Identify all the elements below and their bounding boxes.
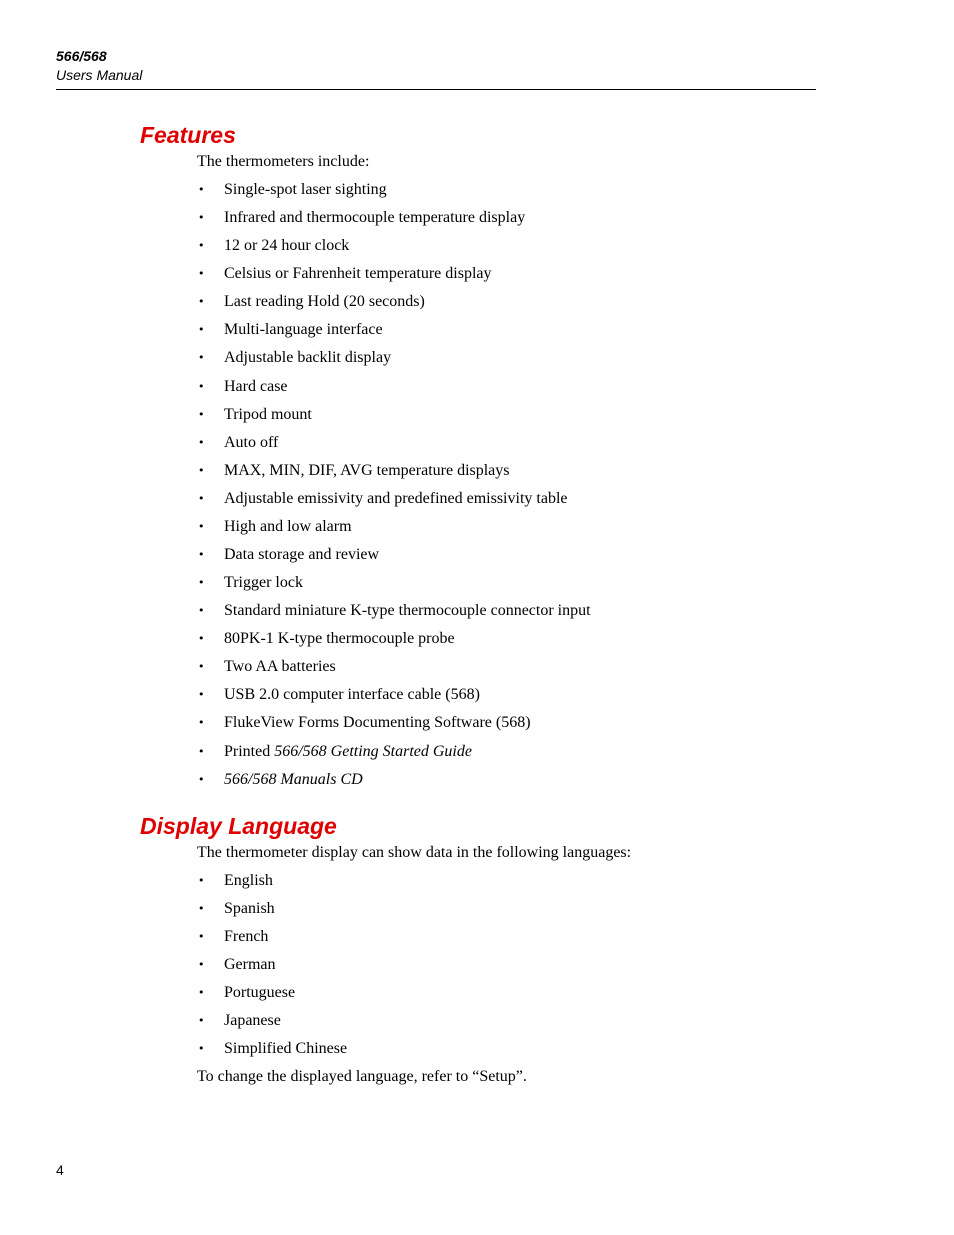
list-item-text: Multi-language interface xyxy=(224,321,383,339)
list-item xyxy=(197,373,591,401)
list-item xyxy=(197,597,591,625)
list-item xyxy=(197,895,347,923)
language-name: English xyxy=(224,872,273,889)
bullet-icon: • xyxy=(198,902,205,915)
list-item xyxy=(197,951,347,979)
list-item-text: Single-spot laser sighting xyxy=(224,181,387,198)
bullet-icon: • xyxy=(198,632,205,646)
bullet-icon: • xyxy=(198,548,205,562)
list-item xyxy=(197,1035,347,1063)
bullet-icon: • xyxy=(198,772,205,786)
bullet-icon: • xyxy=(198,1014,205,1027)
list-item-text: Celsius or Fahrenheit temperature display xyxy=(224,265,492,283)
bullet-icon: • xyxy=(198,295,205,309)
bullet-icon: • xyxy=(198,239,205,253)
setup-reference-note: To change the displayed language, refer to “Setup”. xyxy=(197,1068,527,1085)
list-item-text: Hard case xyxy=(224,377,288,395)
list-item-text: Auto off xyxy=(224,433,279,451)
list-item-text: Tripod mount xyxy=(224,405,312,423)
list-item-text: FlukeView Forms Documenting Software (568) xyxy=(224,714,531,732)
features-list xyxy=(197,176,591,794)
header-model: 566/568 xyxy=(56,48,107,64)
list-item xyxy=(197,979,347,1007)
list-item xyxy=(197,288,591,316)
list-item xyxy=(197,681,591,709)
list-item xyxy=(197,923,347,951)
language-name: Spanish xyxy=(224,900,275,917)
features-heading: Features xyxy=(140,122,236,148)
list-item xyxy=(197,429,591,457)
list-item xyxy=(197,541,591,569)
list-item xyxy=(197,457,591,485)
list-item xyxy=(197,766,591,794)
language-name: German xyxy=(224,956,276,973)
list-item xyxy=(197,204,591,232)
header-rule xyxy=(56,89,816,90)
language-name: Japanese xyxy=(224,1012,281,1029)
bullet-icon: • xyxy=(198,930,205,943)
list-item xyxy=(197,344,591,372)
list-item-text: 12 or 24 hour clock xyxy=(224,237,350,255)
bullet-icon: • xyxy=(198,688,205,702)
bullet-icon: • xyxy=(198,323,205,337)
running-header xyxy=(56,46,816,84)
list-item-text: Two AA batteries xyxy=(224,658,336,676)
bullet-icon: • xyxy=(198,379,205,393)
list-item-text: Infrared and thermocouple temperature display xyxy=(224,209,526,227)
features-intro: The thermometers include: xyxy=(197,153,370,170)
bullet-icon: • xyxy=(198,986,205,999)
bullet-icon: • xyxy=(198,491,205,505)
list-item-text: MAX, MIN, DIF, AVG temperature displays xyxy=(224,461,510,479)
list-item xyxy=(197,1007,347,1035)
display-language-intro: The thermometer display can show data in the following languages: xyxy=(197,844,632,861)
list-item-text-prefix: Printed xyxy=(224,742,275,760)
list-item xyxy=(197,738,591,766)
header-manual-title: Users Manual xyxy=(56,67,143,83)
list-item xyxy=(197,653,591,681)
list-item-text: USB 2.0 computer interface cable (568) xyxy=(224,686,480,704)
list-item xyxy=(197,569,591,597)
list-item xyxy=(197,176,591,204)
display-language-heading: Display Language xyxy=(140,813,337,839)
list-item xyxy=(197,316,591,344)
bullet-icon: • xyxy=(198,660,205,674)
bullet-icon: • xyxy=(198,463,205,477)
list-item-text: Adjustable emissivity and predefined emissivity table xyxy=(224,489,568,507)
languages-list xyxy=(197,867,347,1063)
bullet-icon: • xyxy=(198,604,205,618)
list-item xyxy=(197,232,591,260)
list-item-text: High and low alarm xyxy=(224,517,352,535)
bullet-icon: • xyxy=(198,874,205,887)
bullet-icon: • xyxy=(198,576,205,590)
page-number: 4 xyxy=(56,1162,64,1178)
getting-started-guide-title: 566/568 Getting Started Guide xyxy=(274,742,472,760)
bullet-icon: • xyxy=(198,435,205,449)
list-item xyxy=(197,709,591,737)
list-item xyxy=(197,513,591,541)
list-item xyxy=(197,625,591,653)
bullet-icon: • xyxy=(198,211,205,225)
list-item-text: Standard miniature K-type thermocouple connector input xyxy=(224,602,591,620)
list-item xyxy=(197,867,347,895)
bullet-icon: • xyxy=(198,1042,205,1055)
list-item-text: Data storage and review xyxy=(224,546,380,564)
list-item xyxy=(197,401,591,429)
bullet-icon: • xyxy=(198,183,205,196)
list-item-text: 80PK-1 K-type thermocouple probe xyxy=(224,630,455,648)
bullet-icon: • xyxy=(198,519,205,533)
language-name: Portuguese xyxy=(224,984,296,1001)
bullet-icon: • xyxy=(198,744,205,758)
language-name: French xyxy=(224,928,269,945)
bullet-icon: • xyxy=(198,351,205,365)
list-item xyxy=(197,260,591,288)
list-item xyxy=(197,485,591,513)
bullet-icon: • xyxy=(198,267,205,281)
list-item-text: Last reading Hold (20 seconds) xyxy=(224,293,425,311)
bullet-icon: • xyxy=(198,716,205,730)
language-name: Simplified Chinese xyxy=(224,1040,348,1057)
list-item-text: Adjustable backlit display xyxy=(224,349,392,367)
bullet-icon: • xyxy=(198,407,205,421)
manuals-cd-title: 566/568 Manuals CD xyxy=(224,770,363,788)
bullet-icon: • xyxy=(198,958,205,971)
list-item-text: Trigger lock xyxy=(224,574,303,592)
